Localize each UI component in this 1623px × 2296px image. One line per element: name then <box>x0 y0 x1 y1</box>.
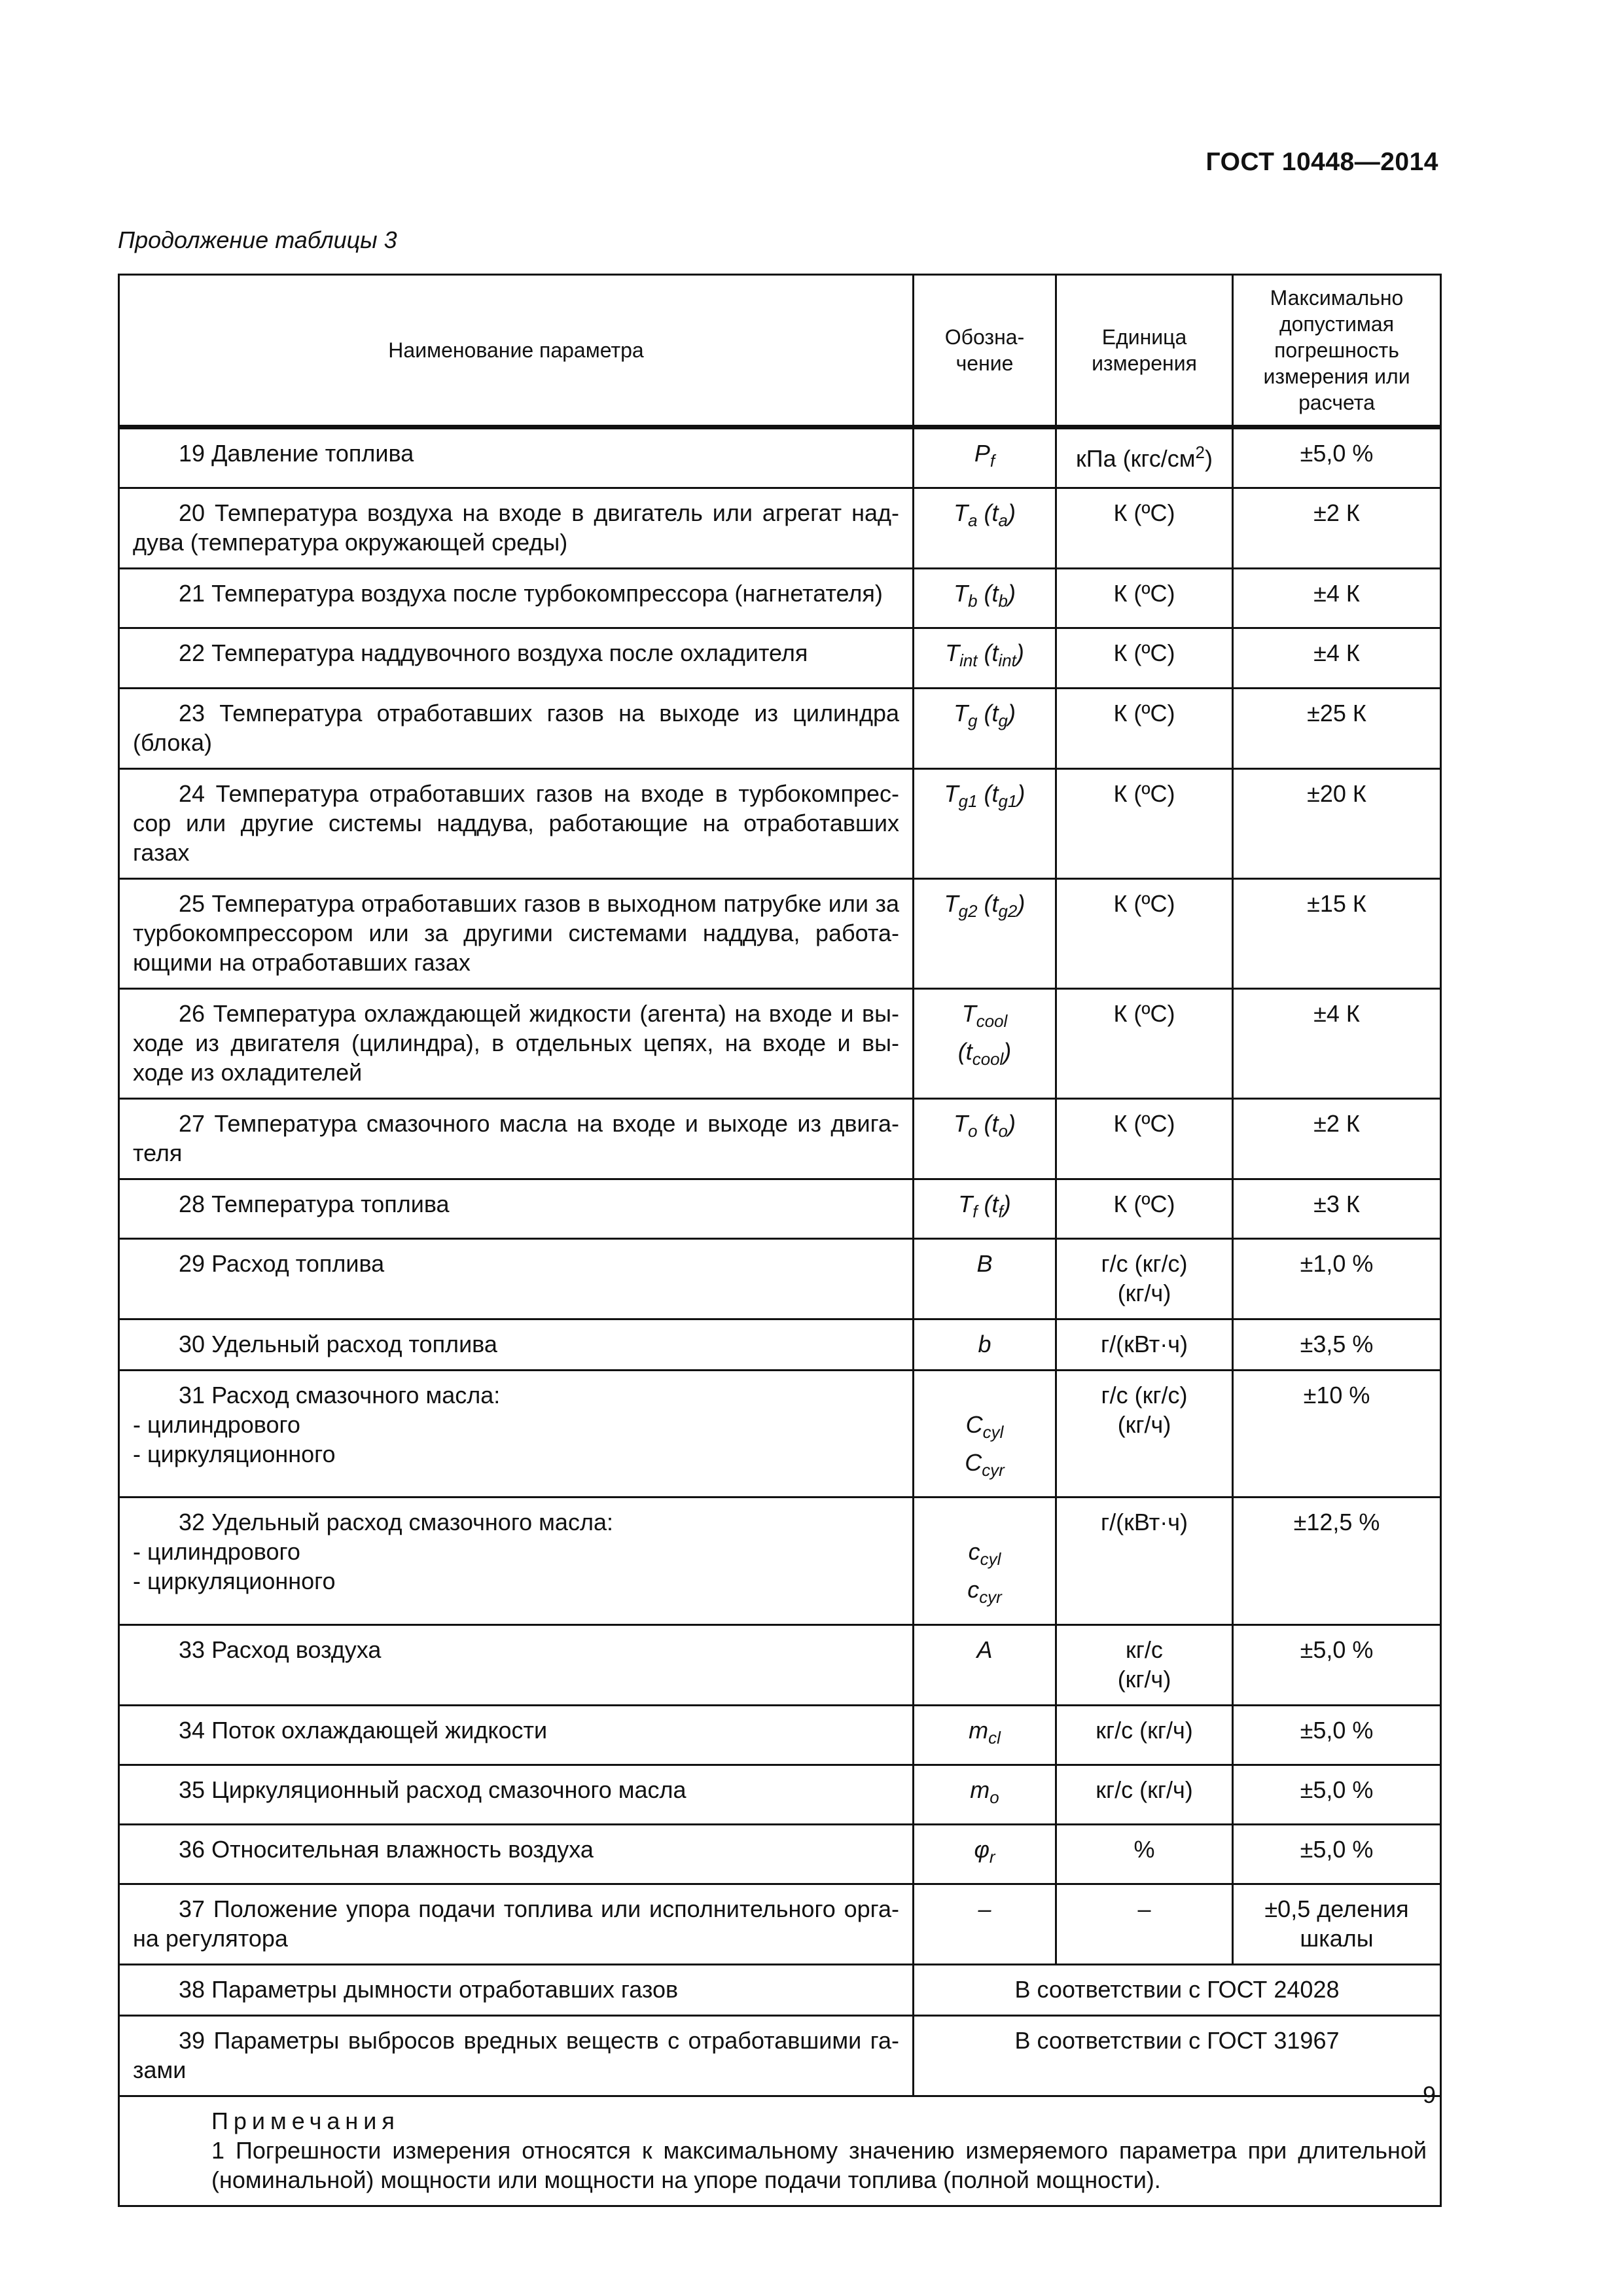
param-name-cell <box>119 488 914 569</box>
header-unit: Единица измерения <box>1056 275 1233 427</box>
param-name-cell <box>119 569 914 628</box>
error-text: ±4 К <box>1313 639 1360 667</box>
error-text: ±5,0 % <box>1300 1776 1374 1803</box>
symbol-sub: f <box>972 1202 978 1221</box>
param-name: Температура отработавших газов на входе в турбокомпрес-сор или другие системы наддува, работающие на отработавших газах <box>133 780 899 866</box>
symbol-sub: cool <box>976 1012 1008 1031</box>
error-text: ±25 К <box>1307 699 1366 726</box>
param-number: 38 <box>179 1976 205 2003</box>
error-text: ±4 К <box>1313 580 1360 607</box>
error-text: ±3,5 % <box>1300 1330 1374 1357</box>
symbol-main: – <box>978 1895 991 1923</box>
table-row <box>119 1319 1441 1370</box>
unit-cell <box>1056 1238 1233 1319</box>
symbol-main: T <box>944 780 959 807</box>
table-row <box>119 1498 1441 1624</box>
error-cell <box>1233 688 1441 768</box>
symbol-cell <box>914 1238 1056 1319</box>
error-cell <box>1233 878 1441 988</box>
symbol-sub: g2 <box>958 902 978 921</box>
table-header-row <box>119 275 1441 427</box>
param-number: 22 <box>179 639 205 667</box>
symbol-b-main: C <box>965 1448 982 1476</box>
param-name: Удельный расход топлива <box>211 1330 497 1357</box>
symbol-sub: r <box>989 1848 995 1867</box>
unit-cell <box>1056 688 1233 768</box>
notes-text: 1 Погрешности измерения относятся к максимальному значению измеряемого параметра при длительной (номинальной) мощности или мощности на упоре подачи топлива (полной мощности). <box>211 2137 1427 2194</box>
param-name-cell <box>119 1098 914 1179</box>
param-name: Параметры выбросов вредных веществ с отработавшими га-зами <box>133 2027 899 2084</box>
unit-text: К (ºС) <box>1113 639 1175 667</box>
merged-reference-cell <box>914 1965 1441 2016</box>
symbol-alt-sub: f <box>998 1202 1003 1221</box>
error-cell <box>1233 1370 1441 1497</box>
symbol-alt-main: t <box>991 580 999 607</box>
error-text-line2: шкалы <box>1300 1925 1374 1952</box>
param-number: 33 <box>179 1636 205 1663</box>
table-row <box>119 2016 1441 2096</box>
symbol-cell: $T_{g1}$ $(t_{g1})$ <box>914 768 1056 878</box>
param-name-cell <box>119 988 914 1098</box>
param-name: Поток охлаждающей жидкости <box>211 1716 548 1744</box>
unit-superscript: 2 <box>1195 444 1205 462</box>
param-name: Положение упора подачи топлива или исполнительного орга-на регулятора <box>133 1895 899 1952</box>
symbol-cell <box>914 1884 1056 1965</box>
symbol-alt-sub: cool <box>972 1050 1004 1069</box>
error-text: ±5,0 % <box>1300 440 1374 467</box>
param-number: 36 <box>179 1835 205 1863</box>
param-number: 28 <box>179 1190 205 1217</box>
parameters-table <box>118 274 1442 2207</box>
unit-text: % <box>1133 1835 1155 1863</box>
param-name: Давление топлива <box>211 440 414 467</box>
param-subitem: - циркуляционного <box>133 1440 336 1467</box>
unit-text-line2: (кг/ч) <box>1117 1279 1171 1306</box>
param-number: 31 <box>179 1381 205 1408</box>
param-name-cell <box>119 1884 914 1965</box>
table-row <box>119 768 1441 878</box>
param-number: 23 <box>179 699 205 726</box>
param-name-cell <box>119 2016 914 2096</box>
param-number: 21 <box>179 580 205 607</box>
error-text: ±2 К <box>1313 499 1360 527</box>
symbol-alt-main: t <box>991 639 999 667</box>
error-text: ±10 % <box>1303 1381 1370 1408</box>
symbol-alt-sub: g2 <box>998 902 1018 921</box>
symbol-main: T <box>961 999 976 1027</box>
table-row <box>119 688 1441 768</box>
error-text: ±4 К <box>1313 999 1360 1027</box>
symbol-cell: $T_o$ $(t_o)$ <box>914 1098 1056 1179</box>
symbol-cell <box>914 1765 1056 1824</box>
unit-text: г/с (кг/с) <box>1101 1249 1188 1277</box>
symbol-cell <box>914 427 1056 488</box>
param-subitem: - цилиндрового <box>133 1538 300 1566</box>
param-name-cell <box>119 1824 914 1884</box>
unit-text: К (ºС) <box>1113 1190 1175 1217</box>
unit-cell <box>1056 1765 1233 1824</box>
notes-cell <box>119 2096 1441 2206</box>
symbol-alt-main: t <box>991 889 999 917</box>
error-cell <box>1233 1884 1441 1965</box>
param-name-cell <box>119 1624 914 1705</box>
param-number: 39 <box>179 2027 205 2054</box>
unit-cell <box>1056 1498 1233 1624</box>
symbol-alt-main: t <box>991 1190 999 1217</box>
table-row <box>119 488 1441 569</box>
param-name-cell <box>119 1765 914 1824</box>
symbol-cell <box>914 1498 1056 1624</box>
error-text: ±15 К <box>1307 889 1366 917</box>
error-cell <box>1233 1098 1441 1179</box>
symbol-b-sub: cyr <box>979 1588 1002 1607</box>
param-name: Расход воздуха <box>211 1636 382 1663</box>
param-name-cell <box>119 1238 914 1319</box>
symbol-main: c <box>968 1538 980 1566</box>
param-number: 32 <box>179 1509 205 1536</box>
symbol-cell: $T_{int}$ $(t_{int})$ <box>914 628 1056 688</box>
unit-cell <box>1056 1884 1233 1965</box>
symbol-sub: a <box>968 512 978 531</box>
symbol-b-sub: cyr <box>982 1462 1005 1480</box>
header-symbol: Обозна- чение <box>914 275 1056 427</box>
param-number: 20 <box>179 499 205 527</box>
error-text: ±20 К <box>1307 780 1366 807</box>
param-number: 37 <box>179 1895 205 1923</box>
header-error: Максимально допустимая погрешность измерения или расчета <box>1233 275 1441 427</box>
unit-cell <box>1056 427 1233 488</box>
unit-text: К (ºС) <box>1113 999 1175 1027</box>
symbol-sub: b <box>968 592 978 611</box>
symbol-main: m <box>970 1776 990 1803</box>
param-number: 19 <box>179 440 205 467</box>
error-text: ±1,0 % <box>1300 1249 1374 1277</box>
error-text: ±2 К <box>1313 1109 1360 1137</box>
symbol-cell <box>914 1370 1056 1497</box>
table-row <box>119 1824 1441 1884</box>
param-name-cell <box>119 688 914 768</box>
param-name: Температура отработавших газов в выходном патрубке или за турбокомпрессором или за другими системами наддува, работа-ющими на отработавших газах <box>133 889 899 976</box>
unit-tail: ) <box>1204 445 1213 472</box>
symbol-cell <box>914 1319 1056 1370</box>
symbol-alt-sub: o <box>998 1122 1008 1141</box>
param-number: 29 <box>179 1249 205 1277</box>
unit-cell <box>1056 569 1233 628</box>
table-row <box>119 1098 1441 1179</box>
param-number: 26 <box>179 999 205 1027</box>
symbol-main: T <box>944 889 959 917</box>
table-row <box>119 1965 1441 2016</box>
table-row <box>119 1705 1441 1765</box>
table-row <box>119 1765 1441 1824</box>
symbol-cell <box>914 1705 1056 1765</box>
symbol-main: T <box>954 499 969 527</box>
symbol-main: φ <box>974 1835 990 1863</box>
symbol-alt-main: t <box>991 1109 999 1137</box>
table-row <box>119 427 1441 488</box>
symbol-alt-sub: a <box>998 512 1008 531</box>
param-name: Относительная влажность воздуха <box>211 1835 594 1863</box>
symbol-alt-sub: int <box>998 652 1016 671</box>
unit-cell <box>1056 1624 1233 1705</box>
notes-title: Примечания <box>211 2108 400 2135</box>
error-cell <box>1233 488 1441 569</box>
symbol-sub: cyl <box>980 1551 1001 1570</box>
unit-cell <box>1056 878 1233 988</box>
symbol-alt-main: t <box>991 499 999 527</box>
param-name: Температура воздуха на входе в двигатель или агрегат над-дува (температура окружающей среды) <box>133 499 899 556</box>
error-cell <box>1233 569 1441 628</box>
param-number: 25 <box>179 889 205 917</box>
table-row <box>119 1238 1441 1319</box>
symbol-main: B <box>976 1249 993 1277</box>
symbol-cell: $T_{cool}$ $(t_{cool})$ <box>914 988 1056 1098</box>
unit-text: кПа (кгс/см <box>1076 445 1196 472</box>
unit-text: кг/с (кг/ч) <box>1096 1716 1193 1744</box>
error-cell <box>1233 1498 1441 1624</box>
merged-reference-cell <box>914 2016 1441 2096</box>
symbol-sub: g1 <box>958 792 978 811</box>
param-name: Циркуляционный расход смазочного масла <box>211 1776 687 1803</box>
page-number: 9 <box>1422 2081 1436 2108</box>
table-caption: Продолжение таблицы 3 <box>118 226 397 253</box>
error-cell <box>1233 988 1441 1098</box>
unit-cell <box>1056 768 1233 878</box>
error-text: ±5,0 % <box>1300 1835 1374 1863</box>
param-number: 24 <box>179 780 205 807</box>
error-text: ±0,5 деления <box>1264 1895 1409 1923</box>
unit-text: К (ºС) <box>1113 1109 1175 1137</box>
param-number: 34 <box>179 1716 205 1744</box>
param-name: Температура отработавших газов на выходе из цилиндра (блока) <box>133 699 899 756</box>
table-row <box>119 569 1441 628</box>
param-name: Температура воздуха после турбокомпрессора (нагнетателя) <box>211 580 883 607</box>
table-row <box>119 1624 1441 1705</box>
unit-cell <box>1056 1319 1233 1370</box>
error-cell <box>1233 628 1441 688</box>
reference-text: В соответствии с ГОСТ 31967 <box>1014 2027 1340 2054</box>
param-name-cell <box>119 1705 914 1765</box>
unit-text-line2: (кг/ч) <box>1117 1665 1171 1693</box>
error-cell <box>1233 1624 1441 1705</box>
symbol-main: T <box>954 580 969 607</box>
param-name-cell <box>119 1498 914 1624</box>
param-name: Расход топлива <box>211 1249 385 1277</box>
param-name: Температура наддувочного воздуха после охладителя <box>211 639 808 667</box>
symbol-cell <box>914 1824 1056 1884</box>
symbol-cell: $T_{g2}$ $(t_{g2})$ <box>914 878 1056 988</box>
unit-cell <box>1056 1705 1233 1765</box>
unit-text: кг/с (кг/ч) <box>1096 1776 1193 1803</box>
unit-cell <box>1056 1098 1233 1179</box>
param-name-cell <box>119 1319 914 1370</box>
symbol-cell: $T_b$ $(t_b)$ <box>914 569 1056 628</box>
param-name-cell <box>119 1370 914 1497</box>
param-name: Температура топлива <box>211 1190 450 1217</box>
symbol-main: P <box>974 440 990 467</box>
unit-cell <box>1056 628 1233 688</box>
unit-text: К (ºС) <box>1113 780 1175 807</box>
symbol-main: C <box>965 1410 983 1438</box>
unit-cell <box>1056 1179 1233 1238</box>
param-name-cell <box>119 427 914 488</box>
error-text: ±5,0 % <box>1300 1636 1374 1663</box>
unit-cell <box>1056 1370 1233 1497</box>
param-name-cell <box>119 768 914 878</box>
table-row <box>119 1884 1441 1965</box>
symbol-alt-main: t <box>991 699 999 726</box>
unit-text: г/с (кг/с) <box>1101 1381 1188 1408</box>
table-row <box>119 1370 1441 1497</box>
symbol-main: T <box>945 639 960 667</box>
symbol-sub: cyl <box>982 1423 1004 1442</box>
symbol-main: T <box>958 1190 973 1217</box>
table-row <box>119 628 1441 688</box>
unit-text: – <box>1137 1895 1151 1923</box>
error-cell <box>1233 1765 1441 1824</box>
unit-text: г/(кВт·ч) <box>1101 1330 1188 1357</box>
unit-text: К (ºС) <box>1113 499 1175 527</box>
symbol-main: m <box>969 1716 989 1744</box>
symbol-alt-sub: g1 <box>998 792 1018 811</box>
param-name: Удельный расход смазочного масла: <box>211 1509 613 1536</box>
error-cell <box>1233 1705 1441 1765</box>
symbol-main: T <box>954 1109 969 1137</box>
symbol-cell: $T_g$ $(t_g)$ <box>914 688 1056 768</box>
param-subitem: - цилиндрового <box>133 1410 300 1438</box>
error-text: ±12,5 % <box>1293 1509 1380 1536</box>
table-row <box>119 878 1441 988</box>
unit-cell <box>1056 1824 1233 1884</box>
symbol-alt-sub: g <box>998 711 1008 730</box>
unit-text: К (ºС) <box>1113 699 1175 726</box>
param-number: 30 <box>179 1330 205 1357</box>
param-name: Температура смазочного масла на входе и выходе из двига-теля <box>133 1109 899 1166</box>
unit-text: г/(кВт·ч) <box>1101 1509 1188 1536</box>
table-row <box>119 1179 1441 1238</box>
symbol-sub: g <box>968 711 978 730</box>
param-subitem: - циркуляционного <box>133 1568 336 1595</box>
symbol-sub: cl <box>988 1729 1001 1748</box>
symbol-sub: int <box>959 652 978 671</box>
error-cell <box>1233 768 1441 878</box>
symbol-cell <box>914 1624 1056 1705</box>
param-number: 35 <box>179 1776 205 1803</box>
param-name-cell <box>119 1965 914 2016</box>
error-cell <box>1233 427 1441 488</box>
unit-cell <box>1056 488 1233 569</box>
symbol-sub: f <box>990 452 995 471</box>
symbol-main: A <box>976 1636 993 1663</box>
unit-text-line2: (кг/ч) <box>1117 1410 1171 1438</box>
unit-cell <box>1056 988 1233 1098</box>
symbol-alt-main: t <box>965 1037 972 1065</box>
error-text: ±3 К <box>1313 1190 1360 1217</box>
symbol-cell: $T_a$ $(t_a)$ <box>914 488 1056 569</box>
reference-text: В соответствии с ГОСТ 24028 <box>1014 1976 1340 2003</box>
error-cell <box>1233 1179 1441 1238</box>
symbol-alt-sub: b <box>998 592 1008 611</box>
symbol-main: b <box>978 1330 991 1357</box>
header-name: Наименование параметра <box>119 275 914 427</box>
param-number: 27 <box>179 1109 205 1137</box>
unit-text: К (ºС) <box>1113 889 1175 917</box>
symbol-b-main: c <box>967 1576 980 1604</box>
table-row <box>119 988 1441 1098</box>
param-name: Параметры дымности отработавших газов <box>211 1976 679 2003</box>
symbol-alt-main: t <box>991 780 999 807</box>
param-name-cell <box>119 628 914 688</box>
symbol-sub: o <box>990 1788 999 1807</box>
standard-title: ГОСТ 10448—2014 <box>1205 148 1438 176</box>
param-name-cell <box>119 1179 914 1238</box>
symbol-main: T <box>954 699 969 726</box>
param-name: Расход смазочного масла: <box>211 1381 501 1408</box>
unit-text: К (ºС) <box>1113 580 1175 607</box>
notes-row <box>119 2096 1441 2206</box>
error-cell <box>1233 1238 1441 1319</box>
unit-text: кг/с <box>1126 1636 1163 1663</box>
error-text: ±5,0 % <box>1300 1716 1374 1744</box>
symbol-cell: $T_f$ $(t_f)$ <box>914 1179 1056 1238</box>
param-name: Температура охлаждающей жидкости (агента) на входе и вы-ходе из двигателя (цилиндра), в отдельных цепях, на входе и вы-ходе из охладителей <box>133 999 899 1086</box>
error-cell <box>1233 1319 1441 1370</box>
error-cell <box>1233 1824 1441 1884</box>
symbol-sub: o <box>968 1122 978 1141</box>
param-name-cell <box>119 878 914 988</box>
